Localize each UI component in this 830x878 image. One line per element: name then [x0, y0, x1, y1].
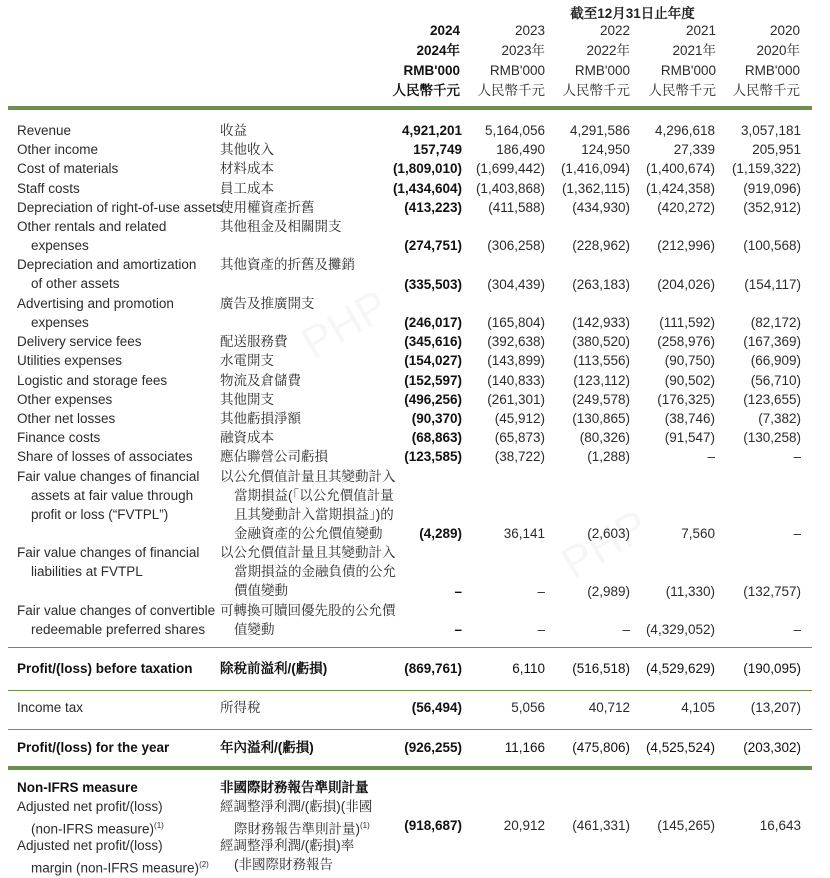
label-en: [17, 467, 222, 524]
label-line: Cost of materials: [17, 161, 119, 177]
label-en: [17, 294, 222, 332]
value-2020: (56,710): [750, 372, 801, 388]
value-2021: –: [707, 449, 715, 465]
value-2024: (926,255): [404, 740, 462, 755]
label-line: expenses: [31, 238, 89, 253]
value-2023: 6,110: [512, 661, 545, 676]
label-line: 其他租金及相關開支: [220, 219, 342, 234]
value-2021: 7,560: [681, 526, 715, 542]
label-line: Logistic and storage fees: [17, 372, 168, 388]
label-en: [17, 179, 222, 198]
value-2024: (413,223): [404, 199, 462, 215]
divider: [8, 729, 812, 730]
value-2020: –: [793, 526, 801, 542]
value-2020: –: [793, 449, 801, 465]
label-line: 其他開支: [220, 391, 274, 407]
label-zh: [220, 255, 395, 274]
label-line: 員工成本: [220, 180, 274, 196]
value-2021: 27,339: [673, 142, 715, 158]
header-year-zh-2023: 2023年: [501, 43, 545, 58]
value-2021: (4,329,052): [645, 622, 715, 638]
divider: [8, 647, 812, 648]
value-2022: –: [622, 622, 630, 638]
value-2023: 20,912: [503, 818, 545, 833]
label-line: 價值變動: [234, 583, 288, 599]
value-2024: (345,616): [404, 334, 462, 350]
value-2023: (1,403,868): [475, 180, 545, 196]
label-zh: [220, 836, 395, 874]
label-en: [17, 140, 222, 159]
value-2024: (1,809,010): [392, 161, 462, 177]
value-2023: (38,722): [494, 449, 545, 465]
value-2024: 4,921,201: [401, 123, 462, 138]
label-line: Staff costs: [17, 180, 80, 196]
header-unit-2020: RMB'000: [744, 63, 800, 78]
value-2020: (130,258): [743, 430, 801, 446]
value-2022: 4,291,586: [569, 123, 630, 138]
value-2024: (496,256): [404, 391, 462, 407]
value-2020: 205,951: [752, 142, 801, 158]
value-2022: (475,806): [572, 740, 630, 755]
label-en: [17, 601, 222, 639]
value-2021: (176,325): [657, 391, 715, 407]
label-en: [17, 255, 222, 293]
value-2022: (516,518): [572, 661, 630, 676]
value-2024: (918,687): [404, 818, 462, 833]
value-2024: (335,503): [404, 276, 462, 292]
value-2020: (82,172): [750, 314, 801, 330]
label-line: 水電開支: [220, 353, 274, 369]
label-line: 廣告及推廣開支: [220, 295, 315, 311]
value-2021: (145,265): [657, 818, 715, 833]
value-2024: (1,434,604): [392, 180, 462, 196]
value-2021: 4,296,618: [654, 123, 715, 138]
value-2021: (4,525,524): [645, 740, 715, 755]
label-line: profit or loss (“FVTPL”): [31, 506, 169, 522]
value-2022: (228,962): [572, 238, 630, 254]
label-line: Depreciation and amortization: [17, 257, 197, 273]
value-2022: (123,112): [573, 372, 630, 388]
header-unit-2022: RMB'000: [574, 63, 630, 78]
label-en: [17, 428, 222, 447]
value-2023: 36,141: [503, 526, 545, 542]
label-line: 可轉換可贖回優先股的公允價: [220, 603, 396, 618]
label-line: 際財務報告準則計量)$^{(1)}$: [234, 821, 370, 837]
label-line: expenses: [31, 314, 89, 330]
value-2024: –: [454, 583, 462, 599]
label-line: redeemable preferred shares: [31, 622, 206, 637]
header-unit-zh-2024: 人民幣千元: [392, 83, 460, 98]
header-year-2024: 2024: [429, 23, 460, 38]
value-2022: (434,930): [572, 199, 630, 215]
label-line: 其他收入: [220, 142, 274, 158]
value-2021: (90,750): [664, 353, 715, 369]
header-year-2020: 2020: [769, 23, 800, 38]
watermark: [554, 501, 657, 590]
value-2020: (203,302): [743, 740, 801, 755]
value-2023: 11,166: [504, 740, 545, 755]
value-2023: (65,873): [494, 430, 545, 446]
value-2022: (2,603): [587, 526, 630, 542]
header-unit-zh-2023: 人民幣千元: [477, 83, 545, 98]
value-2022: (142,933): [572, 314, 630, 330]
header-unit-2023: RMB'000: [489, 63, 545, 78]
header-year-zh-2024: 2024年: [416, 43, 460, 58]
header-rule: [8, 106, 812, 110]
header-unit-zh-2022: 人民幣千元: [562, 83, 630, 98]
label-en: [17, 390, 222, 409]
value-2020: (123,655): [743, 391, 801, 407]
label-en: [17, 198, 222, 217]
value-2020: (919,096): [743, 180, 801, 196]
label-line: Depreciation of right-of-use assets: [17, 199, 223, 215]
value-2024: (274,751): [404, 238, 462, 254]
value-2023: (165,804): [487, 314, 545, 330]
value-2024: (869,761): [404, 661, 462, 676]
value-2024: (56,494): [411, 700, 462, 715]
value-2020: 3,057,181: [740, 123, 801, 138]
value-2020: (13,207): [750, 700, 801, 715]
value-2020: (132,757): [743, 583, 801, 599]
value-2022: (380,520): [572, 334, 630, 350]
value-2021: (1,400,674): [645, 161, 715, 177]
label-zh: [220, 294, 395, 313]
header-unit-2021: RMB'000: [660, 63, 716, 78]
label-en: [17, 836, 222, 878]
value-2021: (420,272): [657, 199, 715, 215]
value-2022: (249,578): [572, 391, 630, 407]
label-line: 配送服務費: [220, 334, 288, 350]
value-2023: (140,833): [487, 372, 545, 388]
value-2023: (306,258): [487, 238, 545, 254]
label-line: (non-IFRS measure)$^{(1)}$: [31, 821, 164, 837]
label-line: Other income: [17, 142, 99, 158]
header-year-2022: 2022: [599, 23, 630, 38]
value-2024: (154,027): [404, 353, 462, 369]
header-unit-zh-2021: 人民幣千元: [648, 83, 716, 98]
label-line: 以公允價值計量且其變動計入: [220, 468, 396, 484]
value-2021: (1,424,358): [645, 180, 715, 196]
label-en: [17, 159, 222, 178]
header-year-2023: 2023: [514, 23, 545, 38]
label-line: assets at fair value through: [31, 487, 194, 503]
label-zh: 除稅前溢利/(虧損): [220, 661, 328, 676]
label-line: liabilities at FVTPL: [31, 564, 143, 580]
label-zh: 年內溢利/(虧損): [220, 740, 314, 755]
header-year-zh-2022: 2022年: [586, 43, 630, 58]
label-line: 應佔聯營公司虧損: [220, 449, 328, 465]
label-line: 值變動: [234, 622, 275, 637]
label-line: 且其變動計入當期損益」)的: [234, 506, 394, 522]
value-2023: (143,899): [487, 353, 545, 369]
value-2024: (68,863): [411, 430, 462, 446]
label-en: [17, 543, 222, 581]
value-2022: 124,950: [581, 142, 630, 158]
label-en: Profit/(loss) for the year: [17, 740, 170, 755]
value-2024: (4,289): [419, 526, 462, 542]
header-unit-zh-2020: 人民幣千元: [732, 83, 800, 98]
value-2023: (411,588): [488, 199, 545, 215]
label-en: [17, 447, 222, 466]
label-en: [17, 217, 222, 255]
label-line: Finance costs: [17, 430, 101, 446]
label-zh: [220, 217, 395, 236]
value-2020: (66,909): [750, 353, 801, 369]
value-2024: –: [454, 622, 462, 638]
footnote-marker: (1): [154, 821, 164, 830]
label-line: 融資成本: [220, 430, 274, 446]
value-2021: (204,026): [657, 276, 715, 292]
label-line: 其他虧損淨額: [220, 411, 301, 426]
value-2020: (352,912): [743, 199, 801, 215]
label-line: Utilities expenses: [17, 353, 123, 369]
label-zh: 所得稅: [220, 700, 261, 715]
header-year-zh-2021: 2021年: [672, 43, 716, 58]
label-en: [17, 371, 222, 390]
value-2021: (111,592): [659, 314, 715, 330]
value-2024: (246,017): [404, 314, 462, 330]
value-2022: (461,331): [572, 818, 630, 833]
value-2023: –: [537, 583, 545, 599]
value-2023: 5,164,056: [484, 123, 545, 138]
heading-en: Non-IFRS measure: [17, 780, 138, 795]
label-en: [17, 332, 222, 351]
footnote-marker: (1): [360, 821, 370, 830]
value-2022: (1,362,115): [561, 180, 630, 196]
value-2020: (190,095): [743, 661, 801, 676]
value-2022: (2,989): [587, 583, 630, 599]
value-2022: (1,416,094): [560, 161, 630, 177]
label-en: [17, 797, 222, 839]
label-line: 以公允價值計量且其變動計入: [220, 545, 396, 561]
value-2021: (258,976): [657, 334, 715, 350]
label-line: 物流及倉儲費: [220, 372, 301, 388]
label-line: Other rentals and related: [17, 219, 167, 234]
value-2022: 40,712: [588, 700, 630, 715]
label-line: Other expenses: [17, 391, 113, 407]
value-2021: (38,746): [664, 411, 715, 426]
value-2023: –: [537, 622, 545, 638]
label-line: 其他資產的折舊及攤銷: [220, 257, 355, 273]
label-line: Delivery service fees: [17, 334, 142, 350]
value-2020: –: [793, 622, 801, 638]
label-line: Fair value changes of convertible: [17, 603, 216, 618]
value-2020: (100,568): [743, 238, 801, 254]
label-line: 材料成本: [220, 161, 274, 177]
header-year-2021: 2021: [685, 23, 716, 38]
value-2024: 157,749: [413, 142, 462, 158]
footnote-marker: (2): [199, 860, 209, 869]
label-line: Fair value changes of financial: [17, 545, 200, 561]
header-unit-2024: RMB'000: [403, 63, 460, 78]
value-2021: 4,105: [681, 700, 715, 715]
label-en: [17, 351, 222, 370]
value-2023: (261,301): [487, 391, 545, 407]
value-2021: (91,547): [664, 430, 715, 446]
label-line: Adjusted net profit/(loss): [17, 838, 163, 853]
value-2020: 16,643: [759, 818, 801, 833]
label-line: 使用權資產折舊: [220, 199, 315, 215]
value-2021: (90,502): [664, 372, 715, 388]
label-line: Share of losses of associates: [17, 449, 193, 465]
header-year-zh-2020: 2020年: [756, 43, 800, 58]
label-line: 當期損益的金融負債的公允: [234, 564, 396, 580]
divider: [8, 690, 812, 691]
value-2020: (7,382): [758, 411, 801, 426]
label-line: (非國際財務報告: [234, 857, 333, 872]
label-en: [17, 409, 222, 428]
value-2021: (212,996): [657, 238, 715, 254]
label-line: Advertising and promotion: [17, 295, 174, 311]
value-2024: (123,585): [404, 449, 462, 465]
label-en: Income tax: [17, 700, 84, 715]
value-2022: (130,865): [572, 411, 630, 426]
label-line: Fair value changes of financial: [17, 468, 200, 484]
value-2023: (304,439): [487, 276, 545, 292]
value-2023: (1,699,442): [475, 161, 545, 177]
value-2021: (11,330): [665, 583, 715, 599]
value-2024: (152,597): [404, 372, 462, 388]
period-header: 截至12月31日止年度: [570, 6, 695, 21]
label-line: 收益: [220, 123, 247, 138]
value-2022: (263,183): [572, 276, 630, 292]
label-line: of other assets: [31, 276, 120, 292]
value-2020: (1,159,322): [731, 161, 801, 177]
value-2020: (167,369): [743, 334, 801, 350]
label-line: 經調整淨利潤/(虧損)率: [220, 838, 355, 853]
label-en: Profit/(loss) before taxation: [17, 661, 193, 676]
value-2022: (1,288): [587, 449, 630, 465]
value-2024: (90,370): [411, 411, 462, 426]
label-line: 當期損益(「以公允價值計量: [234, 487, 394, 503]
label-line: margin (non-IFRS measure)$^{(2)}$: [31, 860, 209, 876]
label-line: 金融資產的公允價值變動: [234, 525, 383, 541]
label-line: Other net losses: [17, 411, 116, 426]
value-2023: (392,638): [487, 334, 545, 350]
label-line: Adjusted net profit/(loss): [17, 799, 163, 814]
value-2021: (4,529,629): [645, 661, 715, 676]
label-line: Revenue: [17, 123, 72, 138]
value-2023: 5,056: [511, 700, 545, 715]
label-en: [17, 121, 222, 140]
value-2022: (80,326): [579, 430, 630, 446]
value-2023: 186,490: [496, 142, 545, 158]
value-2020: (154,117): [744, 276, 801, 292]
heading-zh: 非國際財務報告準則計量: [220, 780, 369, 795]
label-line: 經調整淨利潤/(虧損)(非國: [220, 799, 373, 814]
value-2023: (45,912): [494, 411, 545, 426]
value-2022: (113,556): [573, 353, 630, 369]
divider-thick: [8, 766, 812, 770]
